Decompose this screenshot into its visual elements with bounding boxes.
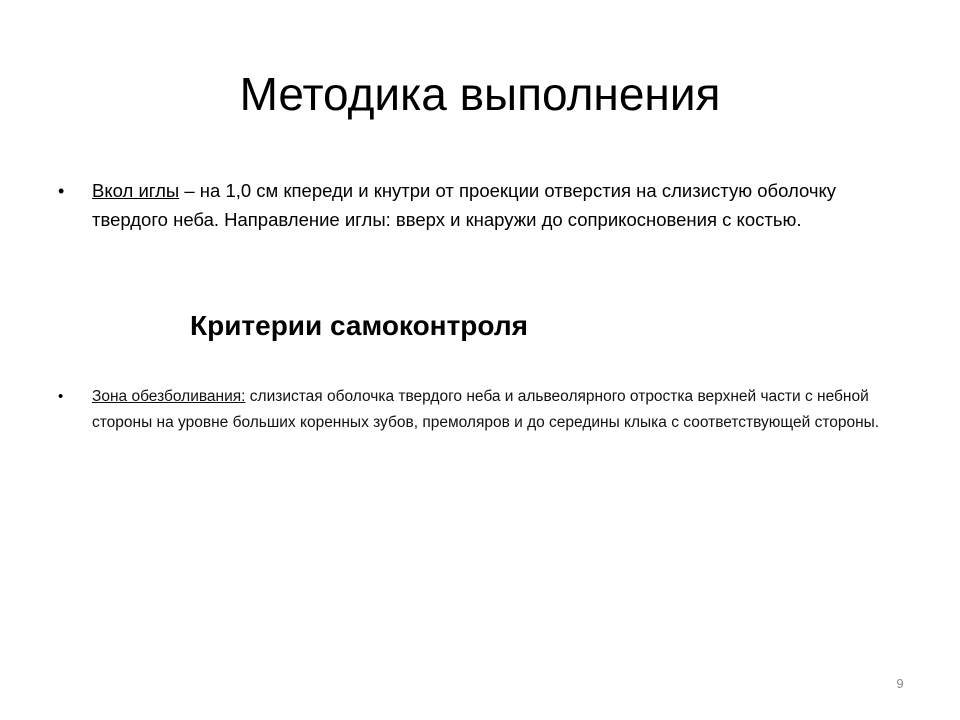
page-number: 9 [896,676,904,691]
bullet-marker: • [58,181,65,201]
bullet-item-anesthesia-zone [58,384,898,436]
bullet-body-needle-insertion: – на 1,0 см кпереди и кнутри от проекции отверстия на слизистую оболочку твердого неба. Направление иглы: вверх и кнаружи до соприкосновения с костью. [92,180,837,230]
bullet-text [92,176,898,234]
section-heading-self-control: Критерии самоконтроля [190,310,528,341]
bullet-text [92,384,898,436]
slide-title: Методика выполнения [239,68,721,120]
bullet-label-needle-insertion: Вкол иглы [92,180,180,201]
bullet-label-anesthesia-zone: Зона обезболивания: [92,388,246,405]
bullet-item-needle-insertion [58,176,898,234]
bullet-body-anesthesia-zone: слизистая оболочка твердого неба и альвеолярного отростка верхней части с небной стороны на уровне больших коренных зубов, премоляров и до середины клыка с соответствующей стороны. [92,388,880,431]
bullet-marker: • [58,388,64,405]
